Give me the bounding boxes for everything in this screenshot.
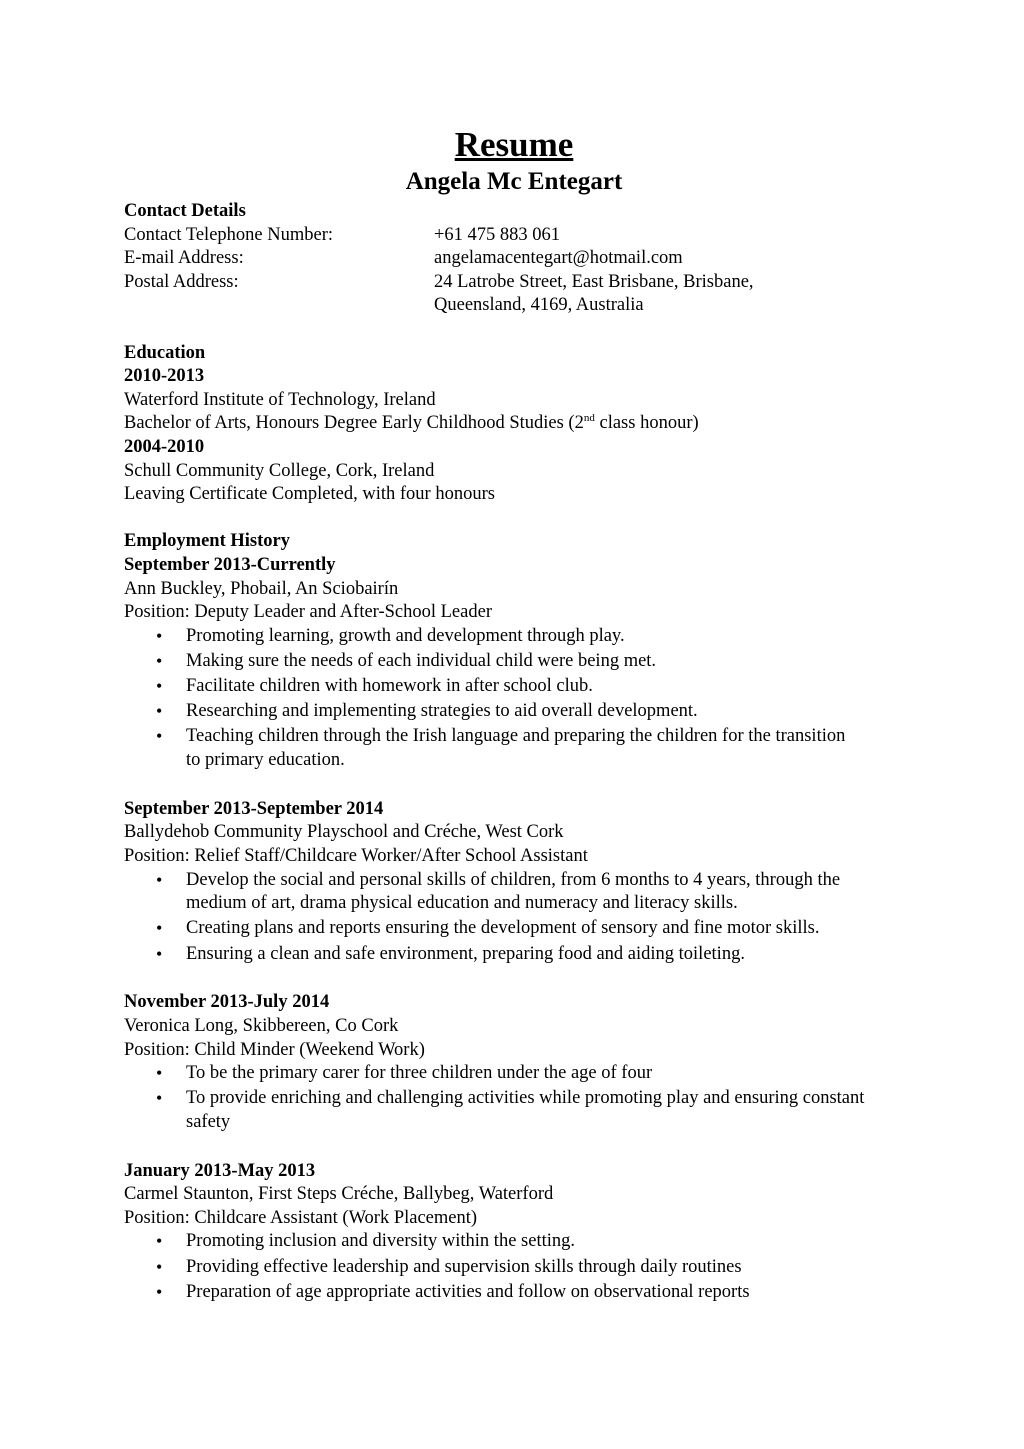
postal-line-2: Queensland, 4169, Australia	[434, 295, 644, 316]
job-position: Position: Childcare Assistant (Work Placement)	[124, 1207, 478, 1228]
education-heading: Education	[124, 342, 206, 363]
education-institution: Waterford Institute of Technology, Ireland	[124, 389, 436, 410]
job-employer: Ann Buckley, Phobail, An Sciobairín	[124, 578, 399, 599]
job-duties-list	[124, 625, 904, 773]
job-period: September 2013-September 2014	[124, 798, 384, 819]
duty-item: • Promoting inclusion and diversity within the setting.	[186, 1230, 904, 1254]
resume-page	[124, 124, 904, 1306]
education-detail: Bachelor of Arts, Honours Degree Early Childhood Studies (2nd class honour)	[124, 412, 699, 434]
duty-item: • Teaching children through the Irish language and preparing the children for the transition to primary education.	[186, 725, 904, 772]
duty-item: • Providing effective leadership and supervision skills through daily routines	[186, 1256, 904, 1280]
duty-item: • Making sure the needs of each individual child were being met.	[186, 650, 904, 674]
email-value: angelamacentegart@hotmail.com	[434, 248, 683, 269]
education-years: 2010-2013	[124, 366, 205, 387]
education-institution: Schull Community College, Cork, Ireland	[124, 460, 435, 481]
job-duties-list	[124, 1062, 904, 1134]
postal-value	[434, 271, 904, 318]
job-period: September 2013-Currently	[124, 554, 336, 575]
job-position: Position: Child Minder (Weekend Work)	[124, 1039, 425, 1060]
contact-heading: Contact Details	[124, 201, 246, 221]
duty-item: • Ensuring a clean and safe environment, preparing food and aiding toileting.	[186, 943, 904, 967]
education-years: 2004-2010	[124, 436, 205, 457]
job-period: November 2013-July 2014	[124, 992, 330, 1013]
document-title: Resume	[454, 125, 574, 164]
phone-label: Contact Telephone Number:	[124, 224, 334, 245]
duty-item: • Preparation of age appropriate activities and follow on observational reports	[186, 1281, 904, 1305]
job-employer: Veronica Long, Skibbereen, Co Cork	[124, 1015, 399, 1036]
duty-item: • Promoting learning, growth and development through play.	[186, 625, 904, 649]
postal-label: Postal Address:	[124, 271, 239, 292]
employment-heading: Employment History	[124, 531, 290, 552]
duty-item: • Creating plans and reports ensuring the development of sensory and fine motor skills.	[186, 917, 904, 941]
job-duties-list	[124, 1230, 904, 1304]
candidate-name: Angela Mc Entegart	[405, 168, 623, 195]
education-detail: Leaving Certificate Completed, with four honours	[124, 484, 495, 505]
email-label: E-mail Address:	[124, 248, 244, 269]
duty-item: • To provide enriching and challenging activities while promoting play and ensuring constant safety	[186, 1087, 904, 1134]
duty-item: • Facilitate children with homework in after school club.	[186, 675, 904, 699]
contact-postal-row	[124, 271, 904, 318]
job-employer: Ballydehob Community Playschool and Créche, West Cork	[124, 822, 564, 843]
duty-item: • Develop the social and personal skills of children, from 6 months to 4 years, through the medium of art, drama physical education and numeracy and literacy skills.	[186, 869, 904, 916]
job-period: January 2013-May 2013	[124, 1160, 316, 1181]
postal-line-1: 24 Latrobe Street, East Brisbane, Brisbane,	[434, 271, 754, 292]
job-employer: Carmel Staunton, First Steps Créche, Ballybeg, Waterford	[124, 1184, 554, 1205]
phone-value: +61 475 883 061	[434, 224, 561, 245]
contact-email-row	[124, 247, 904, 271]
duty-item: • To be the primary carer for three children under the age of four	[186, 1062, 904, 1086]
duty-item: • Researching and implementing strategies to aid overall development.	[186, 700, 904, 724]
job-position: Position: Deputy Leader and After-School Leader	[124, 602, 492, 623]
job-duties-list	[124, 869, 904, 967]
job-position: Position: Relief Staff/Childcare Worker/After School Assistant	[124, 846, 588, 866]
contact-phone-row	[124, 224, 904, 248]
